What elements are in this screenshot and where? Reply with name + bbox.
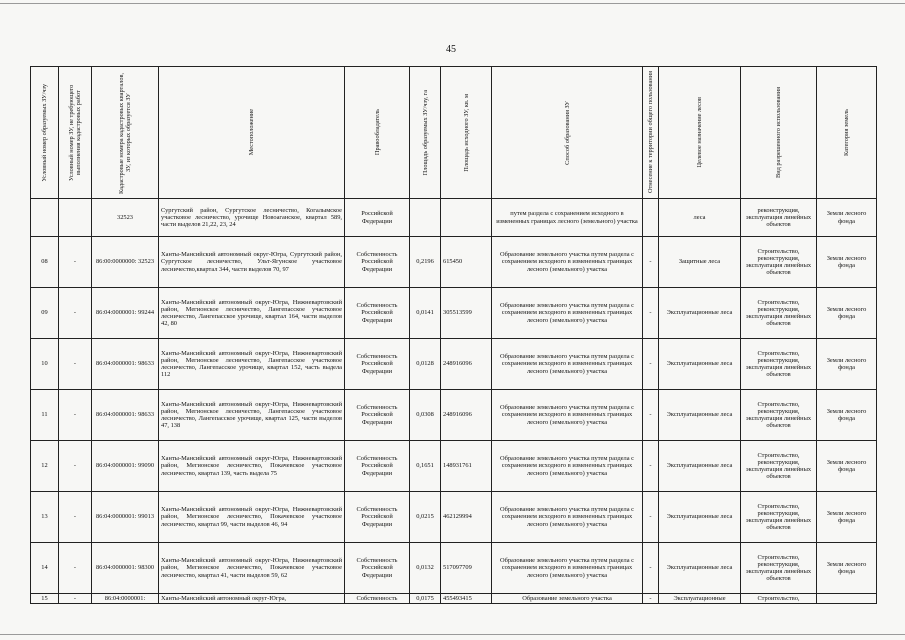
cell-area-ha: 0,0175 [410, 594, 441, 604]
cell-location: Ханты-Мансийский автономный округ-Югра, Нижневартовский район, Мегионское лесничество, Покачевское участковое лесничество, квартал 99, части выделов 46, 94 [159, 492, 345, 543]
header-cell: Кадастровые номера кадастровых кварталов, ЗУ, из которых образуется ЗУ [92, 67, 159, 199]
cell-nocad [59, 199, 92, 237]
cell-area-ha: 0,1651 [410, 441, 441, 492]
cell-category: Земли лесного фонда [817, 237, 877, 288]
cell-purpose: леса [659, 199, 741, 237]
cell-cadastral: 86:04:0000001: 98633 [92, 390, 159, 441]
cell-num: 14 [31, 543, 59, 594]
table-header-row [31, 67, 877, 199]
cell-public: - [643, 543, 659, 594]
cell-public: - [643, 441, 659, 492]
cell-method: Образование земельного участка путем раздела с сохранением исходного в измененных границах лесного (земельного) участка [492, 441, 643, 492]
header-cell: Категория земель [817, 67, 877, 199]
cell-use: Строительство, реконструкция, эксплуатация линейных объектов [741, 492, 817, 543]
cell-num: 15 [31, 594, 59, 604]
cell-use: Строительство, [741, 594, 817, 604]
cell-nocad: - [59, 237, 92, 288]
table-row [31, 199, 877, 237]
table-row [31, 237, 877, 288]
table-row [31, 594, 877, 604]
cell-method: Образование земельного участка путем раздела с сохранением исходного в измененных границах лесного (земельного) участка [492, 339, 643, 390]
cell-location: Ханты-Мансийский автономный округ-Югра, Сургутский район, Сургутское лесничество, Ульт-Ягунское участковое лесничество,квартал 344, части выделов 70, 97 [159, 237, 345, 288]
cell-location: Ханты-Мансийский автономный округ-Югра, Нижневартовский район, Мегионское лесничество, Покачевское участковое лесничество, квартал 139, часть выдела 75 [159, 441, 345, 492]
cell-use: Строительство, реконструкция, эксплуатация линейных объектов [741, 390, 817, 441]
cell-use: Строительство, реконструкция, эксплуатация линейных объектов [741, 339, 817, 390]
cell-num: 11 [31, 390, 59, 441]
cell-method: Образование земельного участка путем раздела с сохранением исходного в измененных границах лесного (земельного) участка [492, 492, 643, 543]
cell-nocad: - [59, 339, 92, 390]
cell-num: 12 [31, 441, 59, 492]
land-plots-table [30, 66, 877, 604]
cell-cadastral: 86:04:0000001: [92, 594, 159, 604]
cell-owner: Российской Федерации [345, 199, 410, 237]
cell-method: Образование земельного участка [492, 594, 643, 604]
cell-num: 10 [31, 339, 59, 390]
cell-method: путем раздела с сохранением исходного в измененных границах лесного (земельного) участка [492, 199, 643, 237]
cell-nocad: - [59, 288, 92, 339]
cell-location: Ханты-Мансийский автономный округ-Югра, Нижневартовский район, Мегионское лесничество, Лангепасское участковое лесничество, Лангепасское урочище, квартал 164, части выделов 42, 80 [159, 288, 345, 339]
cell-location: Ханты-Мансийский автономный округ-Югра, Нижневартовский район, Мегионское лесничество, Лангепасское участковое лесничество, Лангепасское урочище, квартал 152, часть выдела 112 [159, 339, 345, 390]
cell-category [817, 594, 877, 604]
cell-method: Образование земельного участка путем раздела с сохранением исходного в измененных границах лесного (земельного) участка [492, 288, 643, 339]
cell-owner: Собственность Российской Федерации [345, 390, 410, 441]
cell-category: Земли лесного фонда [817, 199, 877, 237]
cell-use: Строительство, реконструкция, эксплуатация линейных объектов [741, 441, 817, 492]
cell-purpose: Защитные леса [659, 237, 741, 288]
cell-category: Земли лесного фонда [817, 390, 877, 441]
cell-category: Земли лесного фонда [817, 543, 877, 594]
cell-area-ha: 0,0308 [410, 390, 441, 441]
cell-owner: Собственность Российской Федерации [345, 288, 410, 339]
table-row [31, 339, 877, 390]
header-cell: Площадь образуемых ЗУ/чзу, га [410, 67, 441, 199]
cell-area-ha [410, 199, 441, 237]
table-row [31, 288, 877, 339]
cell-method: Образование земельного участка путем раздела с сохранением исходного в измененных границах лесного (земельного) участка [492, 543, 643, 594]
cell-area-src: 248916096 [441, 339, 492, 390]
cell-cadastral: 86:00:0000000: 32523 [92, 237, 159, 288]
header-cell: Правообладатель [345, 67, 410, 199]
cell-num [31, 199, 59, 237]
header-cell: Местоположение [159, 67, 345, 199]
cell-category: Земли лесного фонда [817, 288, 877, 339]
cell-use: Строительство, реконструкция, эксплуатация линейных объектов [741, 543, 817, 594]
scan-edge-top [0, 3, 905, 4]
cell-location: Ханты-Мансийский автономный округ-Югра, Нижневартовский район, Мегионское лесничество, Лангепасское участковое лесничество, Лангепасское урочище, квартал 125, части выделов 47, 138 [159, 390, 345, 441]
scan-edge-bottom [0, 634, 905, 635]
cell-public: - [643, 492, 659, 543]
cell-nocad: - [59, 543, 92, 594]
cell-owner: Собственность Российской Федерации [345, 543, 410, 594]
cell-owner: Собственность Российской Федерации [345, 237, 410, 288]
cell-area-ha: 0,0141 [410, 288, 441, 339]
cell-owner: Собственность [345, 594, 410, 604]
header-cell: Отнесение к территории общего пользования [643, 67, 659, 199]
cell-cadastral: 86:04:0000001: 99244 [92, 288, 159, 339]
cell-area-ha: 0,0128 [410, 339, 441, 390]
cell-area-src: 148931761 [441, 441, 492, 492]
cell-owner: Собственность Российской Федерации [345, 441, 410, 492]
cell-category: Земли лесного фонда [817, 339, 877, 390]
table-row [31, 390, 877, 441]
cell-public: - [643, 339, 659, 390]
cell-num: 08 [31, 237, 59, 288]
cell-use: реконструкция, эксплуатация линейных объектов [741, 199, 817, 237]
cell-category: Земли лесного фонда [817, 492, 877, 543]
header-cell: Условный номер образуемых ЗУ/чзу [31, 67, 59, 199]
cell-area-src: 462129994 [441, 492, 492, 543]
cell-method: Образование земельного участка путем раздела с сохранением исходного в измененных границах лесного (земельного) участка [492, 390, 643, 441]
header-cell: Целевое назначение лесов [659, 67, 741, 199]
cell-cadastral: 32523 [92, 199, 159, 237]
cell-purpose: Эксплуатационные леса [659, 543, 741, 594]
cell-nocad: - [59, 441, 92, 492]
cell-area-ha: 0,0215 [410, 492, 441, 543]
cell-public: - [643, 288, 659, 339]
cell-location: Сургутский район, Сургутское лесничество, Когалымское участковое лесничество, урочище Новоаганское, квартал 589, части выделов 21,22, 23, 24 [159, 199, 345, 237]
header-cell: Площадь исходного ЗУ, кв. м [441, 67, 492, 199]
header-cell: Вид разрешенного использования [741, 67, 817, 199]
cell-area-src: 615450 [441, 237, 492, 288]
table-row [31, 441, 877, 492]
cell-area-ha: 0,0132 [410, 543, 441, 594]
cell-purpose: Эксплуатационные леса [659, 288, 741, 339]
cell-cadastral: 86:04:0000001: 98633 [92, 339, 159, 390]
cell-use: Строительство, реконструкция, эксплуатация линейных объектов [741, 237, 817, 288]
cell-public: - [643, 594, 659, 604]
cell-public: - [643, 237, 659, 288]
header-cell: Способ образования ЗУ [492, 67, 643, 199]
cell-location: Ханты-Мансийский автономный округ-Югра, Нижневартовский район, Мегионское лесничество, Покачевское участковое лесничество, квартал 41, части выделов 59, 62 [159, 543, 345, 594]
cell-public [643, 199, 659, 237]
header-cell: Условный номер ЗУ, не требующего выполнения кадастровых работ [59, 67, 92, 199]
cell-nocad: - [59, 594, 92, 604]
cell-cadastral: 86:04:0000001: 99013 [92, 492, 159, 543]
cell-purpose: Эксплуатационные леса [659, 441, 741, 492]
cell-area-src: 305513599 [441, 288, 492, 339]
cell-nocad: - [59, 390, 92, 441]
cell-nocad: - [59, 492, 92, 543]
cell-method: Образование земельного участка путем раздела с сохранением исходного в измененных границах лесного (земельного) участка [492, 237, 643, 288]
cell-purpose: Эксплуатационные леса [659, 390, 741, 441]
page-number: 45 [446, 44, 456, 55]
cell-use: Строительство, реконструкция, эксплуатация линейных объектов [741, 288, 817, 339]
cell-purpose: Эксплуатационные [659, 594, 741, 604]
table-row [31, 543, 877, 594]
cell-num: 09 [31, 288, 59, 339]
cell-num: 13 [31, 492, 59, 543]
cell-cadastral: 86:04:0000001: 99090 [92, 441, 159, 492]
cell-cadastral: 86:04:0000001: 98300 [92, 543, 159, 594]
cell-owner: Собственность Российской Федерации [345, 339, 410, 390]
cell-purpose: Эксплуатационные леса [659, 492, 741, 543]
cell-area-ha: 0,2196 [410, 237, 441, 288]
cell-owner: Собственность Российской Федерации [345, 492, 410, 543]
cell-public: - [643, 390, 659, 441]
cell-purpose: Эксплуатационные леса [659, 339, 741, 390]
cell-area-src: 455493415 [441, 594, 492, 604]
cell-area-src: 517097709 [441, 543, 492, 594]
cell-area-src: 248916096 [441, 390, 492, 441]
cell-area-src [441, 199, 492, 237]
cell-category: Земли лесного фонда [817, 441, 877, 492]
cell-location: Ханты-Мансийский автономный округ-Югра, [159, 594, 345, 604]
table-row [31, 492, 877, 543]
